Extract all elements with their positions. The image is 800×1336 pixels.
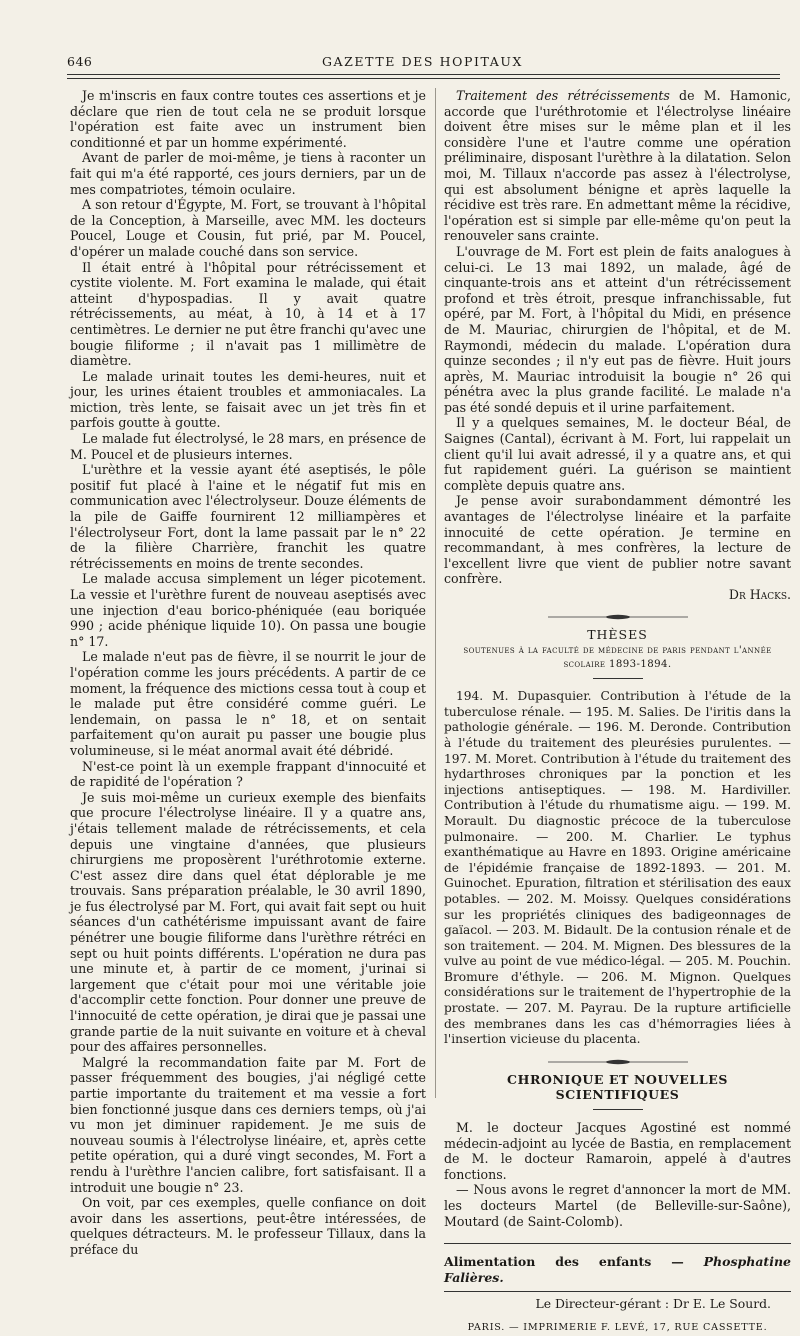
book-title: Traitement des rétrécissements — [456, 88, 670, 103]
paragraph-text: de M. Hamonic, accorde que l'uréthrotomie et l'électrolyse linéaire doivent être mises sur le même plan et il les considère l'une et l'autre comme une opération préliminaire, disposant l'urèthre à la dilatation. Selon moi, M. Tillaux n'accorde pas assez à l'électrolyse, qui est absolument bénigne et après laquelle la récidive est très rare. En admettant même la récidive, l'opération est si simple par elle-même qu'on peut la renouveler sans crainte. — [444, 88, 791, 244]
paragraph: L'urèthre et la vessie ayant été aseptisés, le pôle positif fut placé à l'aine et le négatif fut mis en communication avec l'électrolyseur. Douze éléments de la pile de Gaiffe fournirent 12 milliampères et l'électrolyseur Fort, dont la lame passait par le n° 22 de la filière Charrière, franchit les quatre rétrécissements en moins de trente secondes. — [70, 462, 426, 571]
paragraph: Avant de parler de moi-même, je tiens à raconter un fait qui m'a été rapporté, ces jours derniers, par un de mes compatriotes, témoin oculaire. — [70, 150, 426, 197]
left-column — [70, 88, 426, 1258]
paragraph: Malgré la recommandation faite par M. Fort de passer fréquemment des bougies, j'ai négligé cette partie importante du traitement et ma vessie a fort bien fonctionné jusque dans ces derniers temps, où j'ai vu mon jet diminuer rapidement. Je me suis de nouveau soumis à l'électrolyse linéaire, et, après cette petite opération, qui a duré vingt secondes, M. Fort a rendu à l'urèthre l'ancien calibre, fort satisfaisant. Il a introduit une bougie n° 23. — [70, 1054, 426, 1195]
paragraph: L'ouvrage de M. Fort est plein de faits analogues à celui-ci. Le 13 mai 1892, un malade, âgé de cinquante-trois ans et atteint d'un rétrécissement profond et très étroit, presque infranchissable, fut opéré, par M. Fort, à l'hôpital du Midi, en présence de M. Mauriac, chirurgien de l'hôpital, et de M. Raymondi, médecin du malade. L'opération dura quinze secondes ; il n'y eut pas de fièvre. Huit jours après, M. Mauriac introduisit la bougie n° 26 qui pénétra avec la plus grande facilité. Le malade n'a pas été sondé depuis et il urine parfaitement. — [444, 243, 791, 415]
page-header — [67, 52, 778, 74]
advert-label: Alimentation des enfants — — [444, 1254, 704, 1270]
header-rule — [67, 74, 780, 79]
news-item: M. le docteur Jacques Agostiné est nommé médecin-adjoint au lycée de Bastia, en remplacement de M. le docteur Ramaroin, appelé à d'autres fonctions. — [444, 1120, 791, 1182]
paragraph: Il y a quelques semaines, M. le docteur Béal, de Saignes (Cantal), écrivant à M. Fort, lui rappelait un client qu'il lui avait adressé, il y a quatre ans, et qui fut rapidement guéri. La guérison se maintient complète depuis quatre ans. — [444, 415, 791, 493]
paragraph: On voit, par ces exemples, quelle confiance on doit avoir dans les assertions, peut-être intéressées, de quelques détracteurs. M. le professeur Tillaux, dans la préface du — [70, 1195, 426, 1257]
section-ornament — [548, 1058, 688, 1066]
author-signature: Dr Hacks. — [728, 587, 791, 602]
short-rule — [593, 678, 643, 679]
paragraph: Le malade accusa simplement un léger picotement. La vessie et l'urèthre furent de nouveau aseptisés avec une injection d'eau borico-phéniquée (eau boriquée 990 ; acide phénique liquide 10). On passa une bougie n° 17. — [70, 571, 426, 649]
paragraph: Le malade fut électrolysé, le 28 mars, en présence de M. Poucel et de plusieurs internes. — [70, 431, 426, 462]
right-column — [444, 88, 791, 1336]
paragraph — [444, 88, 791, 244]
paragraph: A son retour d'Égypte, M. Fort, se trouvant à l'hôpital de la Conception, à Marseille, avec MM. les docteurs Poucel, Louge et Cousin, fut prié, par M. Poucel, d'opérer un malade couché dans son service. — [70, 197, 426, 259]
thesis-list — [444, 689, 791, 1048]
advert-brand: Phosphatine Falières. — [444, 1254, 791, 1285]
directeur-gerant: Le Directeur-gérant : Dr E. Le Sourd. — [535, 1296, 771, 1312]
footer-rule — [444, 1291, 791, 1292]
theses-subtitle: soutenues à la faculté de médecine de paris pendant l'année scolaire 1893-1894. — [463, 645, 772, 671]
advert-rule — [444, 1243, 791, 1244]
paragraph: N'est-ce point là un exemple frappant d'innocuité et de rapidité de l'opération ? — [70, 758, 426, 790]
news-item: — Nous avons le regret d'annoncer la mort de MM. les docteurs Martel (de Belleville-sur-Saône), Moutard (de Saint-Colomb). — [444, 1182, 791, 1229]
printer-imprint: PARIS. — IMPRIMERIE F. LEVÉ, 17, RUE CASSETTE. — [467, 1321, 768, 1333]
advert-line — [444, 1254, 791, 1285]
chronique-title: CHRONIQUE ET NOUVELLES SCIENTIFIQUES — [507, 1071, 728, 1103]
section-ornament — [548, 613, 688, 621]
thesis-entries: 194. M. Dupasquier. Contribution à l'étude de la tuberculose rénale. — 195. M. Salies. De l'iritis dans la pathologie générale. — 196. M. Deronde. Contribution à l'étude du traitement des pleurésies purulentes. — 197. M. Moret. Contribution à l'étude du traitement des hydarthroses chroniques par la ponction et les injections antiseptiques. — 198. M. Hardiviller. Contribution à l'étude du rhumatisme aigu. — 199. M. Morault. Du diagnostic précoce de la tuberculose pulmonaire. — 200. M. Charlier. Le typhus exanthématique au Havre en 1893. Origine américaine de l'épidémie française de 1892-1893. — 201. M. Guinochet. Epuration, filtration et stérilisation des eaux potables. — 202. M. Moissy. Quelques considérations sur les propriétés cliniques des badigeonnages de gaïacol. — 203. M. Bidault. De la contusion rénale et de son traitement. — 204. M. Mignen. Des blessures de la vulve au point de vue médico-légal. — 205. M. Pouchin. Bromure d'éthyle. — 206. M. Mignon. Quelques considérations sur le traitement de l'hypertrophie de la prostate. — 207. M. Payrau. De la rupture artificielle des membranes dans les cas d'hémorragies liées à l'insertion vicieuse du placenta. — [444, 689, 791, 1047]
paragraph: Le malade n'eut pas de fièvre, il se nourrit le jour de l'opération comme les jours précédents. A partir de ce moment, la fréquence des mictions cessa tout à coup et le malade put être considéré comme guéri. Le lendemain, on passa le n° 18, et on sentait parfaitement qu'on aurait pu passer une bougie plus volumineuse, si le méat anormal avait été débridé. — [70, 649, 426, 758]
paragraph: Je suis moi-même un curieux exemple des bienfaits que procure l'électrolyse linéaire. Il y a quatre ans, j'étais tellement malade de rétrécissements, et cela depuis une vingtaine d'années, que plusieurs chirurgiens me proposèrent l'uréthrotomie externe. C'est assez dire dans quel état déplorable je me trouvais. Sans préparation préalable, le 30 avril 1890, je fus électrolysé par M. Fort, qui avait fait sept ou huit séances d'un cathétérisme impuissant avant de faire pénétrer une bougie filiforme dans l'urèthre rétréci en sept ou huit points différents. L'opération ne dura pas une minute et, à partir de ce moment, j'urinai si largement que c'était pour moi une véritable joie d'accomplir cette fonction. Pour donner une preuve de l'innocuité de cette opération, je dirai que je passai une grande partie de la nuit suivante en voiture et à cheval pour des affaires personnelles. — [70, 789, 426, 1055]
paragraph: Je m'inscris en faux contre toutes ces assertions et je déclare que rien de tout cela ne se produit lorsque l'opération est faite avec un instrument bien conditionné et par un homme expérimenté. — [70, 88, 426, 150]
page-number: 646 — [67, 54, 93, 69]
paragraph: Je pense avoir surabondamment démontré les avantages de l'électrolyse linéaire et la parfaite innocuité de cette opération. Je termine en recommandant, à mes confrères, la lecture de l'excellent livre que vient de publier notre savant confrère. — [444, 493, 791, 587]
paragraph: Il était entré à l'hôpital pour rétrécissement et cystite violente. M. Fort examina le malade, qui était atteint d'hypospadias. Il y avait quatre rétrécissements, au méat, à 10, à 14 et à 17 centimètres. Le dernier ne put être franchi qu'avec une bougie filiforme ; il n'avait pas 1 millimètre de diamètre. — [70, 259, 426, 369]
column-divider — [435, 88, 436, 1098]
journal-title: GAZETTE DES HOPITAUX — [321, 54, 524, 69]
short-rule — [593, 1109, 643, 1110]
paragraph: Le malade urinait toutes les demi-heures, nuit et jour, les urines étaient troubles et ammoniacales. La miction, très lente, se faisait avec un jet très fin et parfois goutte à goutte. — [70, 368, 426, 431]
theses-title: THÈSES — [587, 626, 648, 642]
